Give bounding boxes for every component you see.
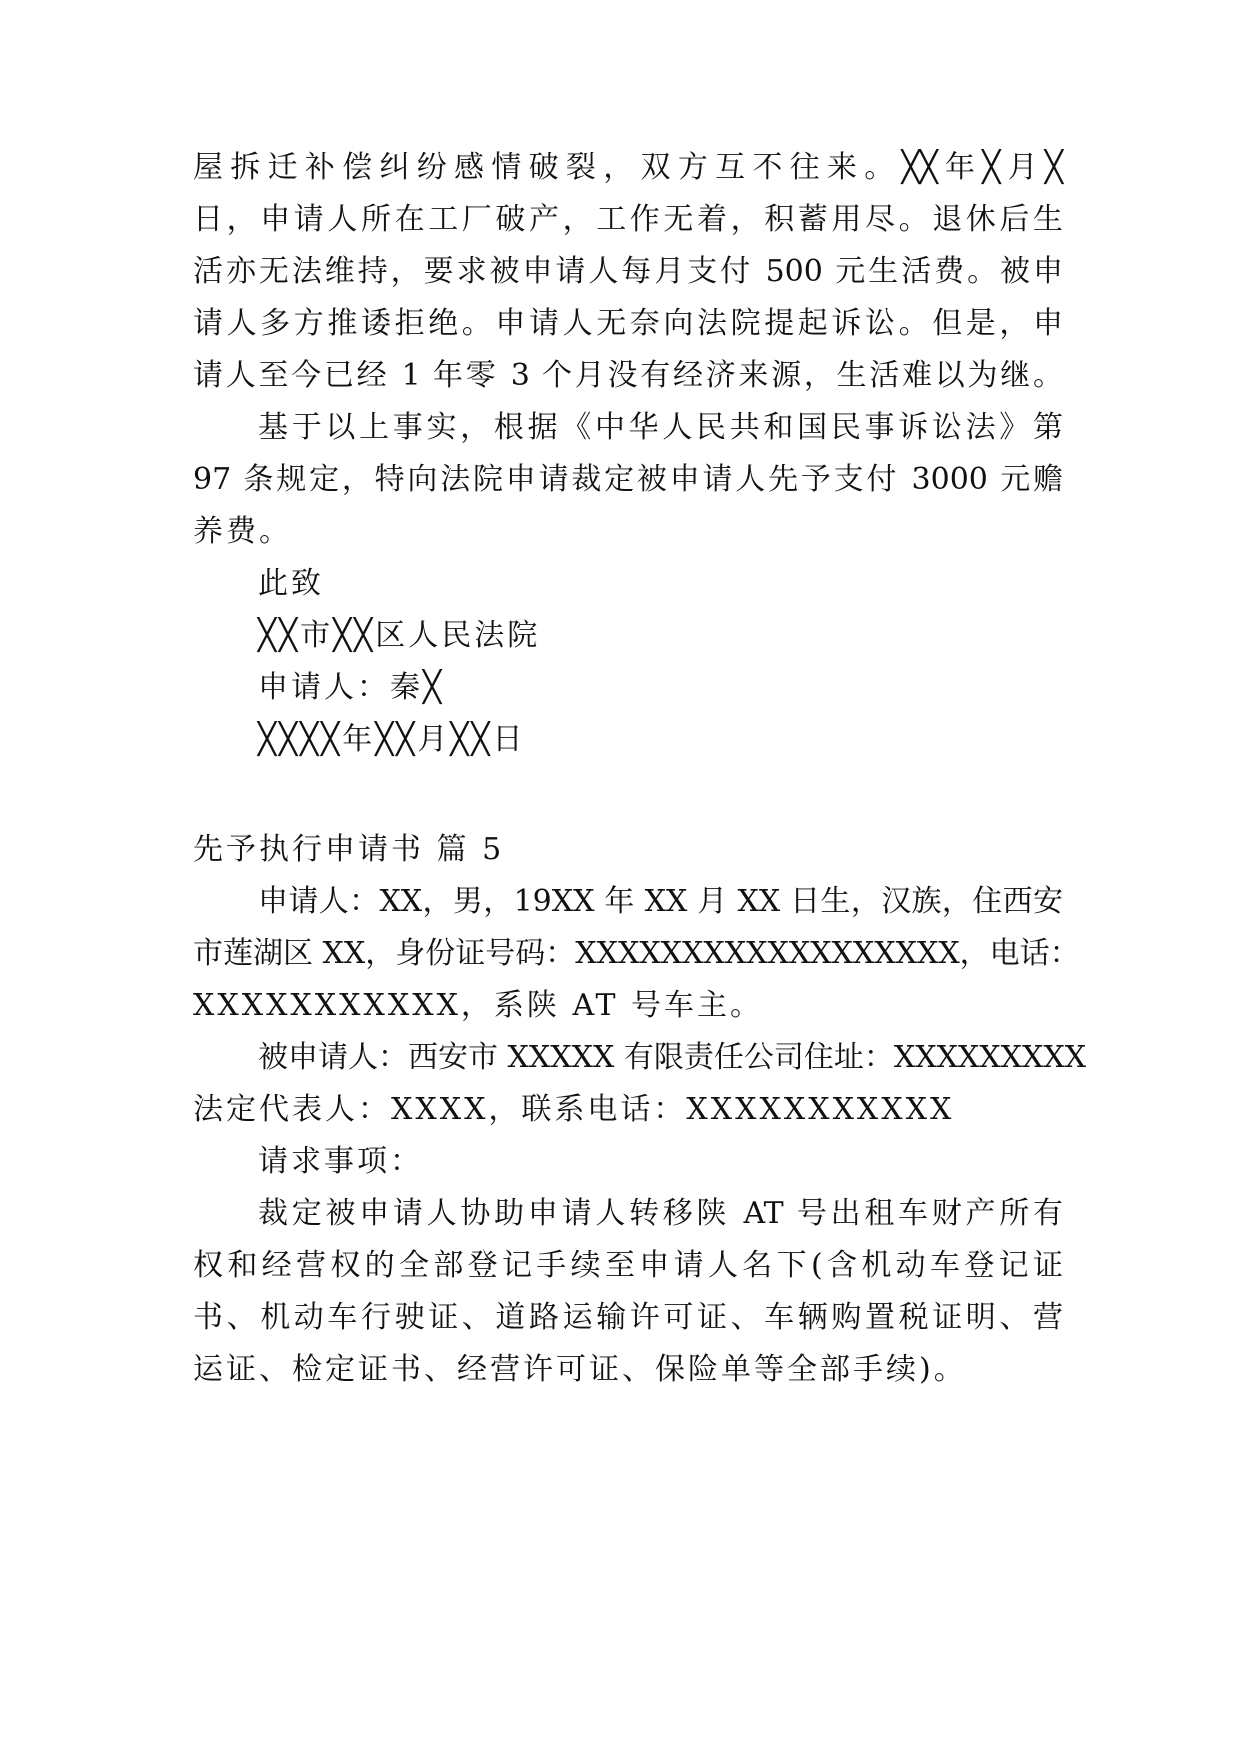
request-label: 请求事项：: [258, 1144, 423, 1179]
paragraph-line: 基于以上事实，根据《中华人民共和国民事诉讼法》第: [258, 410, 1063, 445]
paragraph-line: 运证、检定证书、经营许可证、保险单等全部手续)。: [193, 1352, 967, 1387]
paragraph-line: 权和经营权的全部登记手续至申请人名下(含机动车登记证: [193, 1248, 1063, 1283]
paragraph-line: 97 条规定，特向法院申请裁定被申请人先予支付 3000 元赡: [193, 462, 1063, 497]
paragraph-line: 市莲湖区 XX，身份证号码：XXXXXXXXXXXXXXXXXX，电话：: [193, 936, 1080, 971]
closing-salutation: 此致: [258, 566, 324, 601]
paragraph-line: 法定代表人：XXXX，联系电话：XXXXXXXXXXX: [193, 1092, 955, 1127]
closing-court: ╳╳市╳╳区人民法院: [258, 618, 541, 653]
paragraph-line: 被申请人：西安市 XXXXX 有限责任公司住址：XXXXXXXXX: [258, 1040, 1087, 1075]
paragraph-line: 申请人：XX，男，19XX 年 XX 月 XX 日生，汉族，住西安: [258, 884, 1063, 919]
paragraph-line: 书、机动车行驶证、道路运输许可证、车辆购置税证明、营: [193, 1300, 1063, 1335]
paragraph-line: XXXXXXXXXXX，系陕 AT 号车主。: [193, 988, 764, 1023]
paragraph-line: 屋拆迁补偿纠纷感情破裂，双方互不往来。╳╳年╳月╳: [193, 150, 1063, 185]
closing-applicant: 申请人：秦╳: [258, 670, 445, 705]
paragraph-line: 请人至今已经 1 年零 3 个月没有经济来源，生活难以为继。: [193, 358, 1063, 393]
paragraph-line: 裁定被申请人协助申请人转移陕 AT 号出租车财产所有: [258, 1196, 1063, 1231]
paragraph-line: 请人多方推诿拒绝。申请人无奈向法院提起诉讼。但是，申: [193, 306, 1063, 341]
paragraph-line: 活亦无法维持，要求被申请人每月支付 500 元生活费。被申: [193, 254, 1063, 289]
paragraph-line: 日，申请人所在工厂破产，工作无着，积蓄用尽。退休后生: [193, 202, 1063, 237]
section-heading: 先予执行申请书 篇 5: [193, 832, 505, 867]
paragraph-line: 养费。: [193, 514, 292, 549]
closing-date: ╳╳╳╳年╳╳月╳╳日: [258, 722, 526, 757]
